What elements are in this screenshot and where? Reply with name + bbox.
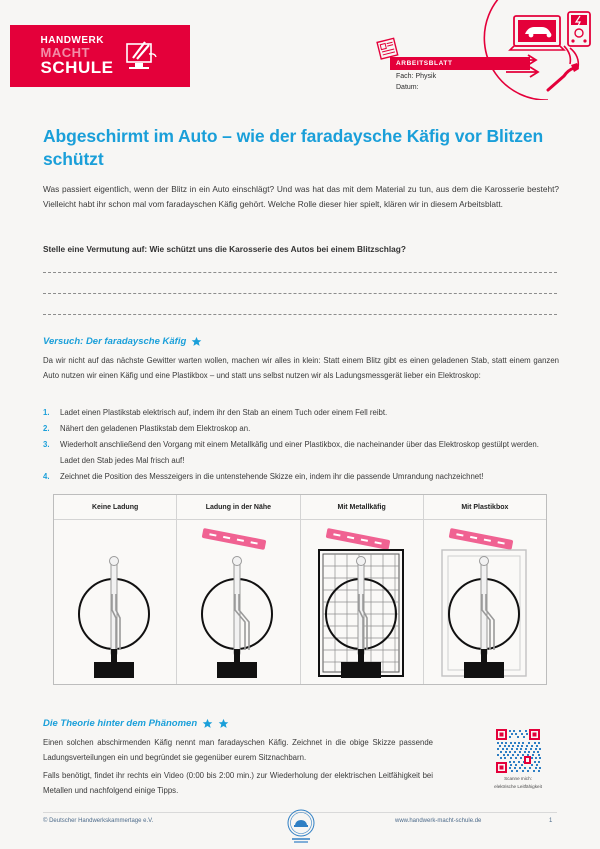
list-item (43, 437, 559, 467)
logo-line-3: SCHULE (40, 58, 114, 77)
experiment-column-1[interactable] (54, 495, 177, 684)
electroscope-icon (319, 552, 403, 680)
section-heading-theorie (43, 718, 229, 729)
answer-line-2[interactable] (43, 293, 557, 294)
meta-date: Datum: (396, 83, 419, 91)
step-number: 1. (43, 408, 50, 417)
star-icon (202, 718, 213, 729)
charged-rod-icon (198, 528, 270, 550)
step-number: 3. (43, 440, 50, 450)
step-text: Wiederholt anschließend den Vorgang mit einem Metallkäfig und einer Plastikbox, die nacheinander über das Elektroskop gestülpt werden. Ladet den Stab jedes Mal frisch auf! (60, 440, 539, 465)
column-header: Ladung in der Nähe (177, 495, 299, 520)
experiment-sketch-table (53, 494, 547, 685)
logo-line-1: HANDWERK (40, 35, 104, 46)
circular-seal-icon (284, 808, 318, 844)
section-heading-versuch (43, 336, 202, 347)
qr-code-icon[interactable] (495, 728, 541, 774)
meta-subject: Fach: Physik (396, 73, 437, 80)
list-item (43, 469, 559, 484)
step-text: Nähert den geladenen Plastikstab dem Elektroskop an. (60, 424, 251, 434)
electroscope-icon (442, 552, 526, 680)
list-item (43, 421, 559, 436)
worksheet-banner (390, 57, 530, 70)
list-item (43, 405, 559, 420)
column-sketch-area[interactable] (424, 520, 546, 685)
column-sketch-area[interactable] (301, 520, 423, 685)
column-header: Mit Plastikbox (424, 495, 546, 520)
column-sketch-area[interactable] (177, 520, 299, 685)
column-header: Mit Metallkäfig (301, 495, 423, 520)
versuch-steps-list (43, 405, 559, 485)
electroscope-icon (195, 552, 279, 680)
hypothesis-prompt: Stelle eine Vermutung auf: Wie schützt uns die Karosserie des Autos bei einem Blitzschlag? (43, 244, 406, 254)
versuch-paragraph: Da wir nicht auf das nächste Gewitter warten wollen, machen wir alles in klein: Statt einem Blitz gibt es einen geladenen Stab, statt einem ganzen Auto nutzen wir einen Käfig und eine Plastikbox – und statt uns selbst nutzen wir als Ladungsmessgerät lieber ein Elektroskop: (43, 356, 559, 381)
step-text: Zeichnet die Position des Messzeigers in die untenstehende Skizze ein, indem ihr die passende Umrandung nachzeichnet! (60, 471, 484, 481)
theorie-paragraph-2: Falls benötigt, findet ihr rechts ein Video (0:00 bis 2:00 min.) zur Wiederholung der elektrischen Leitfähigkeit bei Metallen und nachfolgend einige Tipps. (43, 771, 433, 796)
footer-page-number: 1 (549, 818, 553, 824)
experiment-column-3[interactable] (301, 495, 424, 684)
column-sketch-area[interactable] (54, 520, 176, 685)
footer-copyright: © Deutscher Handwerkskammertage e.V. (43, 818, 154, 824)
brand-logo (10, 25, 190, 87)
tools-monitor-icon (119, 38, 159, 74)
qr-block[interactable] (489, 728, 547, 790)
page-title: Abgeschirmt im Auto – wie der faradaysche Käfig vor Blitzen schützt (43, 126, 544, 169)
logo-line-2: MACHT (40, 45, 90, 60)
column-header: Keine Ladung (54, 495, 176, 520)
step-text: Ladet einen Plastikstab elektrisch auf, indem ihr den Stab an einem Tuch oder einem Fell reibt. (60, 408, 388, 417)
step-number: 2. (43, 424, 50, 434)
answer-line-3[interactable] (43, 314, 557, 315)
theorie-paragraph-1: Einen solchen abschirmenden Käfig nennt man faradayschen Käfig. Zeichnet in die obige Skizze passende Ladungsverteilungen ein und begründet sie gegenüber eurem Sitznachbarn. (43, 738, 433, 763)
footer-website[interactable]: www.handwerk-macht-schule.de (395, 818, 482, 824)
experiment-column-4[interactable] (424, 495, 546, 684)
intro-paragraph: Was passiert eigentlich, wenn der Blitz in ein Auto einschlägt? Und was hat das mit dem Material zu tun, aus dem die Karosserie besteht? Vielleicht habt ihr schon mal vom faradayschen Käfig gehört. Welche Rolle dieser hier spielt, klären wir in diesem Arbeitsblatt. (43, 184, 559, 210)
qr-caption-line-2: elektrische Leitfähigkeit (494, 784, 542, 790)
electroscope-icon (72, 552, 156, 680)
section-title-theorie: Die Theorie hinter dem Phänomen (43, 718, 198, 729)
banner-label: ARBEITSBLATT (396, 60, 453, 67)
worksheet-meta (396, 72, 436, 94)
star-icon (218, 718, 229, 729)
star-icon (191, 336, 202, 347)
qr-caption-line-1: Scanne mich: (504, 776, 532, 781)
section-title-versuch: Versuch: Der faradaysche Käfig (43, 336, 187, 347)
step-number: 4. (43, 471, 50, 481)
experiment-column-2[interactable] (177, 495, 300, 684)
car-laptop-multimeter-tools-icon (470, 0, 600, 100)
answer-line-1[interactable] (43, 272, 557, 273)
